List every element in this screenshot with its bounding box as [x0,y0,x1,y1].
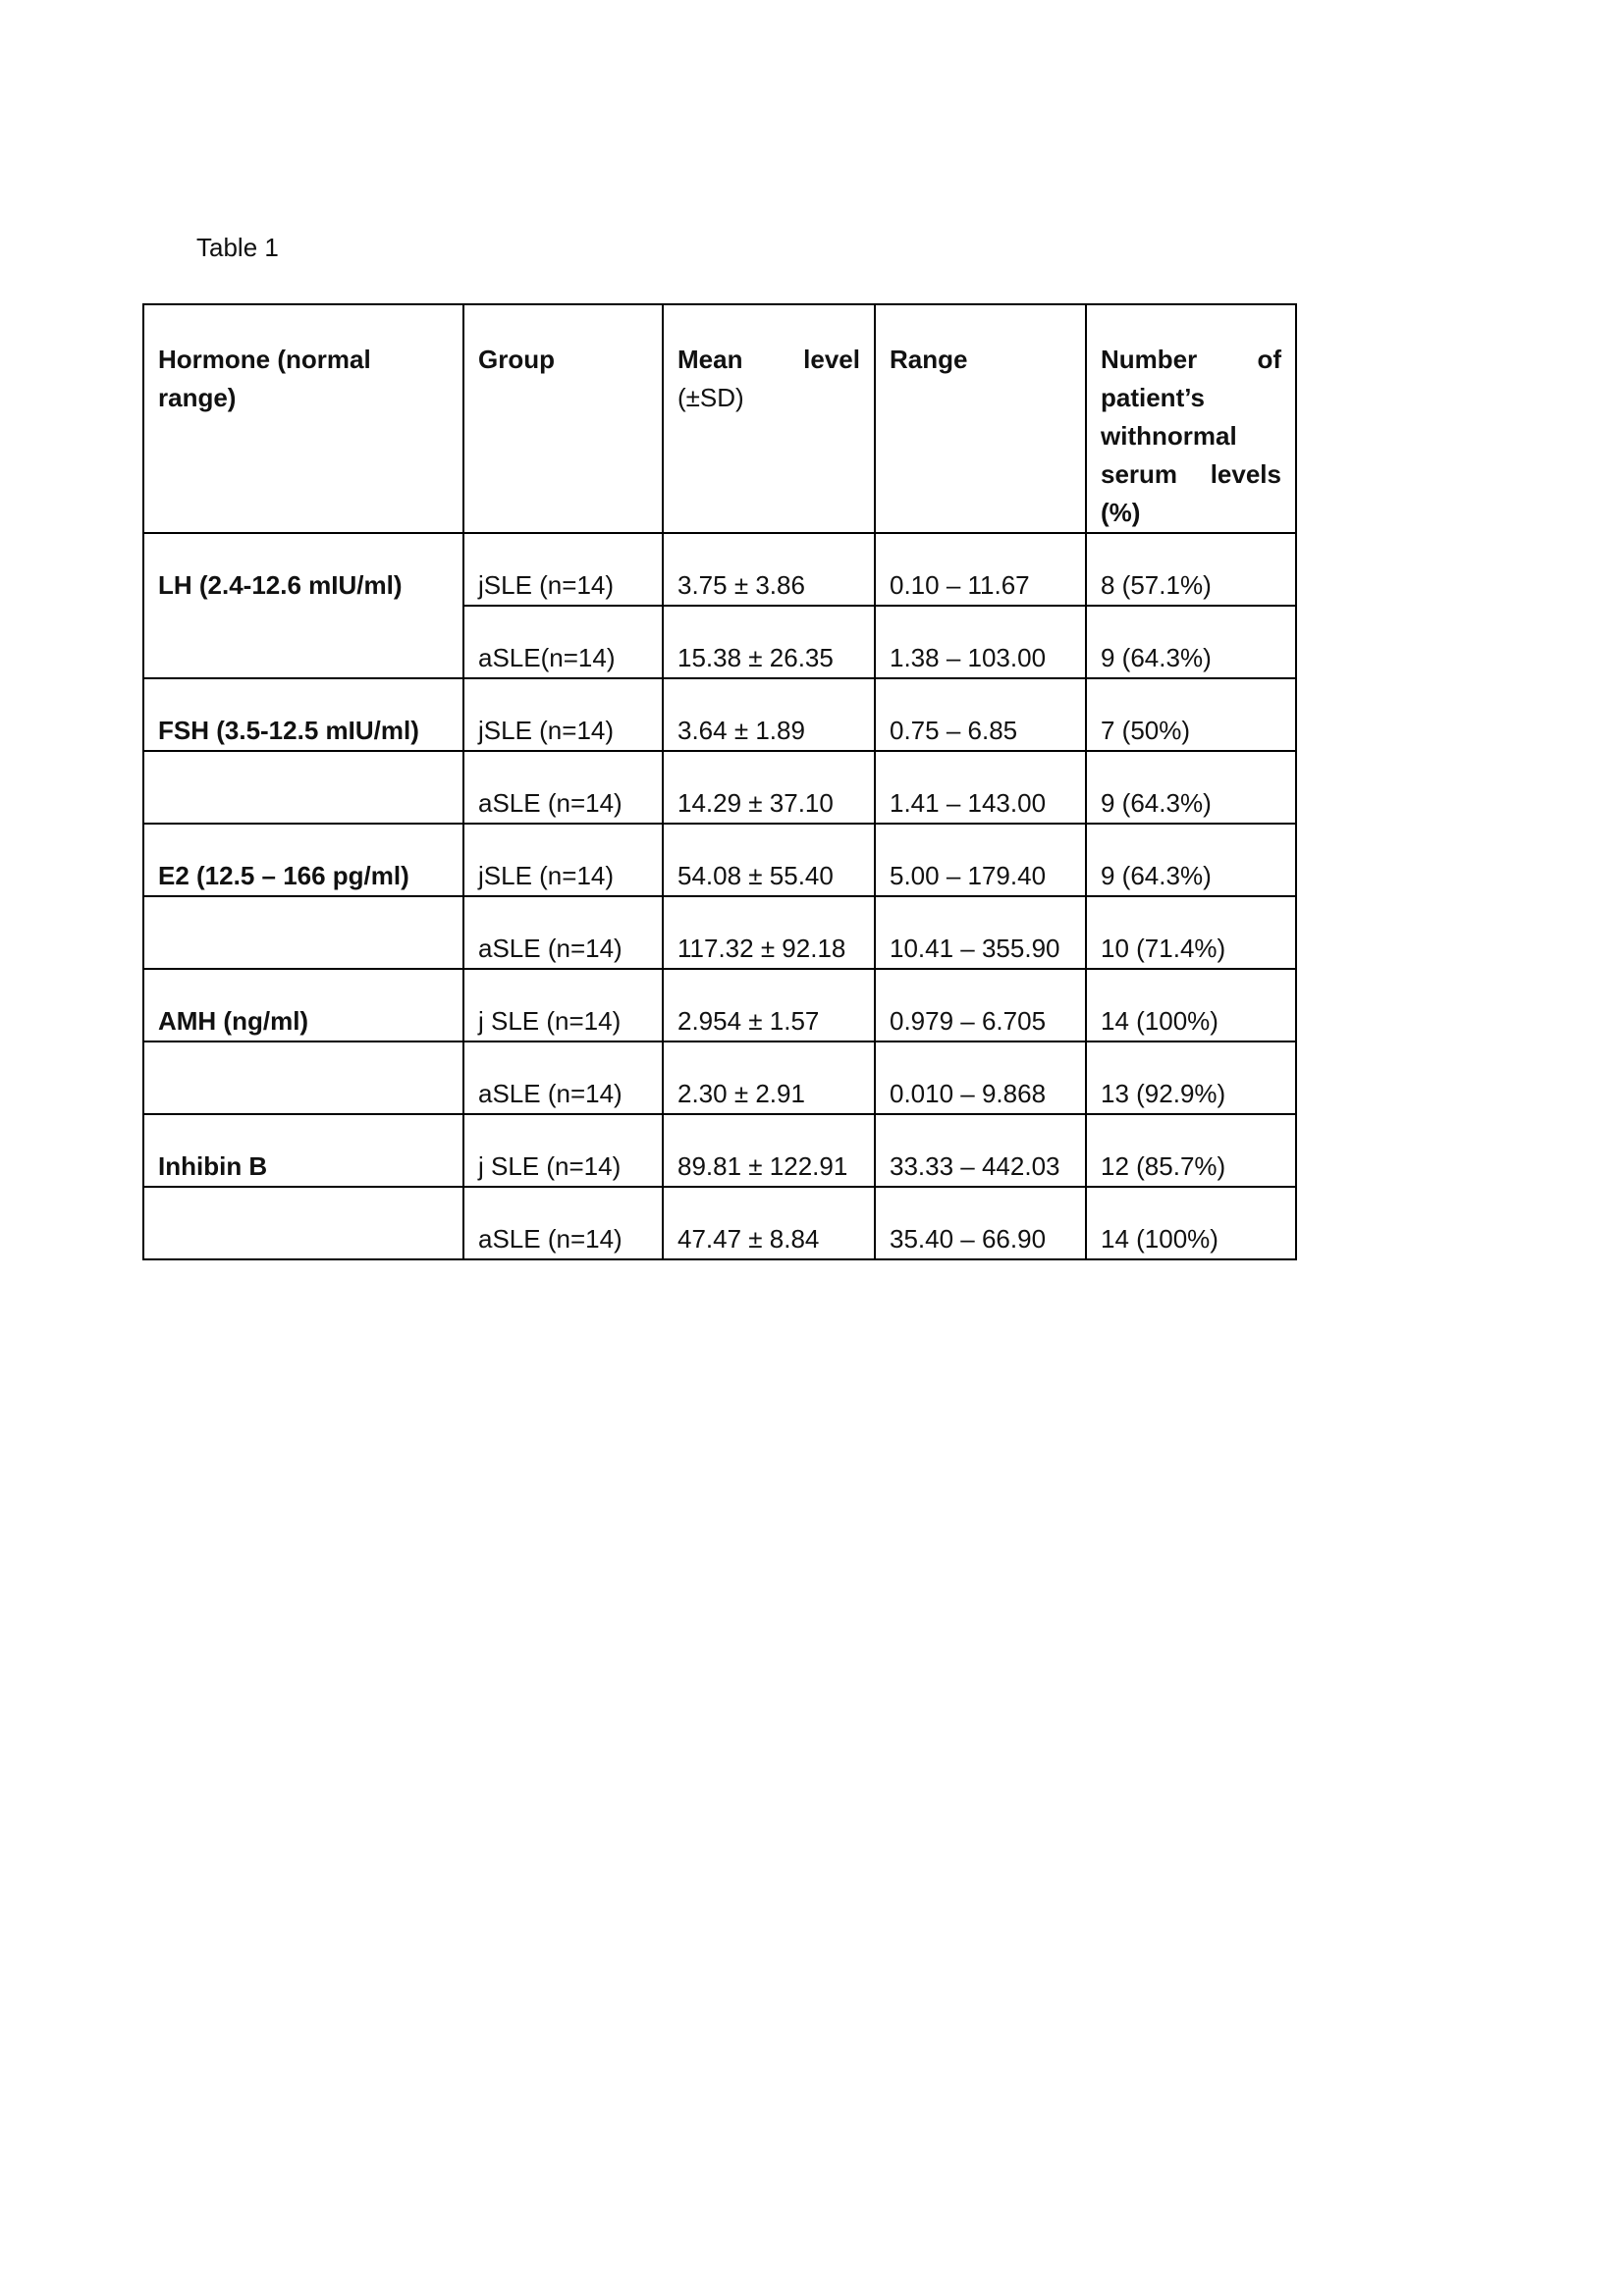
group-cell: jSLE (n=14) [463,533,663,606]
normal-count-cell: 10 (71.4%) [1086,896,1296,969]
mean-cell: 15.38 ± 26.35 [663,606,875,678]
table-header-row [143,304,1296,533]
mean-cell: 2.954 ± 1.57 [663,969,875,1041]
hormone-cell: AMH (ng/ml) [143,969,463,1041]
mean-cell: 3.64 ± 1.89 [663,678,875,751]
group-cell: j SLE (n=14) [463,969,663,1041]
group-cell: aSLE (n=14) [463,751,663,824]
normal-count-cell: 7 (50%) [1086,678,1296,751]
range-cell: 0.979 – 6.705 [875,969,1086,1041]
hormone-cell [143,896,463,969]
table-row [143,824,1296,896]
range-cell: 0.75 – 6.85 [875,678,1086,751]
header-mean-level: Mean level (±SD) [663,304,875,533]
normal-count-cell: 9 (64.3%) [1086,824,1296,896]
table-row [143,678,1296,751]
table-row [143,1041,1296,1114]
mean-cell: 47.47 ± 8.84 [663,1187,875,1259]
hormone-cell: E2 (12.5 – 166 pg/ml) [143,824,463,896]
range-cell: 1.41 – 143.00 [875,751,1086,824]
hormone-cell [143,1041,463,1114]
mean-cell: 54.08 ± 55.40 [663,824,875,896]
range-cell: 35.40 – 66.90 [875,1187,1086,1259]
range-cell: 33.33 – 442.03 [875,1114,1086,1187]
normal-count-cell: 14 (100%) [1086,1187,1296,1259]
hormone-cell: FSH (3.5-12.5 mIU/ml) [143,678,463,751]
table-row [143,1114,1296,1187]
group-cell: aSLE(n=14) [463,606,663,678]
mean-cell: 3.75 ± 3.86 [663,533,875,606]
hormone-cell: Inhibin B [143,1114,463,1187]
mean-cell: 14.29 ± 37.10 [663,751,875,824]
normal-count-cell: 8 (57.1%) [1086,533,1296,606]
group-cell: jSLE (n=14) [463,678,663,751]
normal-count-cell: 14 (100%) [1086,969,1296,1041]
hormone-cell [143,1187,463,1259]
table-row [143,533,1296,606]
table-row [143,969,1296,1041]
mean-cell: 117.32 ± 92.18 [663,896,875,969]
normal-count-cell: 12 (85.7%) [1086,1114,1296,1187]
header-normal-count: Number of patient’s withnormal serum levels (%) [1086,304,1296,533]
normal-count-cell: 9 (64.3%) [1086,606,1296,678]
header-hormone: Hormone (normal range) [143,304,463,533]
range-cell: 0.010 – 9.868 [875,1041,1086,1114]
group-cell: jSLE (n=14) [463,824,663,896]
range-cell: 1.38 – 103.00 [875,606,1086,678]
group-cell: j SLE (n=14) [463,1114,663,1187]
group-cell: aSLE (n=14) [463,1041,663,1114]
group-cell: aSLE (n=14) [463,1187,663,1259]
table-row [143,751,1296,824]
mean-cell: 2.30 ± 2.91 [663,1041,875,1114]
table-caption: Table 1 [196,233,279,262]
header-group: Group [463,304,663,533]
hormone-cell [143,751,463,824]
range-cell: 5.00 – 179.40 [875,824,1086,896]
header-range: Range [875,304,1086,533]
table-row [143,1187,1296,1259]
range-cell: 10.41 – 355.90 [875,896,1086,969]
normal-count-cell: 13 (92.9%) [1086,1041,1296,1114]
hormone-table [142,303,1297,1260]
hormone-cell: LH (2.4-12.6 mIU/ml) [143,533,463,678]
mean-cell: 89.81 ± 122.91 [663,1114,875,1187]
table-row [143,896,1296,969]
group-cell: aSLE (n=14) [463,896,663,969]
normal-count-cell: 9 (64.3%) [1086,751,1296,824]
range-cell: 0.10 – 11.67 [875,533,1086,606]
